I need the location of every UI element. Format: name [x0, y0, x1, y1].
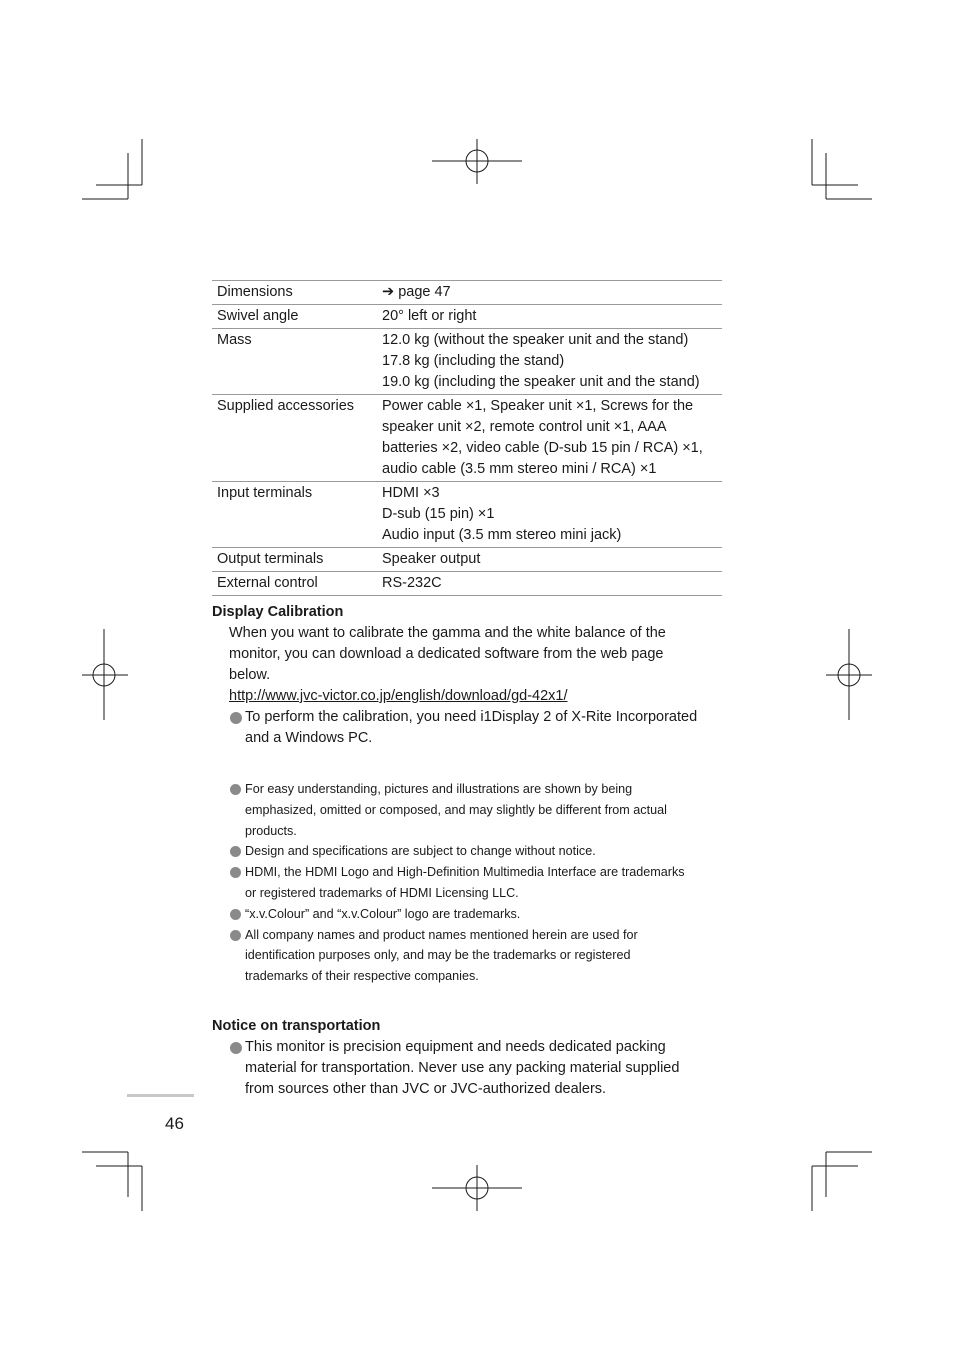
transport-bullet — [212, 1037, 732, 1100]
bullet-dot-icon — [230, 867, 241, 878]
bullet-dot-icon — [230, 784, 241, 795]
transport-bullet-line-2: material for transportation. Never use any packing material supplied — [245, 1060, 680, 1076]
spec-row — [212, 395, 722, 482]
calibration-bullet — [212, 707, 732, 749]
note-line: HDMI, the HDMI Logo and High-Definition Multimedia Interface are trademarks — [245, 865, 685, 880]
spec-value-line: 19.0 kg (including the speaker unit and the stand) — [382, 374, 700, 390]
note-item — [212, 841, 732, 862]
spec-value — [377, 482, 722, 548]
note-line: For easy understanding, pictures and illustrations are shown by being — [245, 782, 633, 796]
spec-label: Dimensions — [212, 281, 377, 305]
spec-label: Output terminals — [212, 548, 377, 572]
display-calibration-section — [212, 602, 732, 749]
note-line: All company names and product names mentioned herein are used for — [245, 927, 638, 942]
calibration-bullet-line-1: To perform the calibration, you need i1Display 2 of X-Rite Incorporated — [245, 709, 698, 725]
display-calibration-line-2: monitor, you can download a dedicated software from the web page — [229, 646, 664, 662]
spec-value-line: 17.8 kg (including the stand) — [382, 353, 565, 369]
bullet-dot-icon — [230, 712, 242, 724]
spec-label: Supplied accessories — [212, 395, 377, 482]
bullet-dot-icon — [230, 1042, 242, 1054]
spec-value — [377, 395, 722, 482]
spec-value — [377, 572, 722, 596]
spec-value-line: speaker unit ×2, remote control unit ×1, AAA — [382, 419, 667, 435]
note-line: products. — [245, 823, 297, 838]
note-item — [212, 904, 732, 925]
note-line: emphasized, omitted or composed, and may slightly be different from actual — [245, 802, 667, 817]
transport-section — [212, 1016, 732, 1100]
spec-table — [212, 280, 722, 596]
spec-value-line: 12.0 kg (without the speaker unit and the stand) — [382, 332, 689, 348]
note-item — [212, 779, 732, 841]
page-reference[interactable]: page 47 — [398, 284, 451, 300]
spec-value-line: Audio input (3.5 mm stereo mini jack) — [382, 527, 622, 543]
spec-row — [212, 305, 722, 329]
transport-heading: Notice on transportation — [212, 1018, 381, 1034]
page-number: 46 — [165, 1114, 184, 1133]
spec-row — [212, 281, 722, 305]
spec-value-line: Speaker output — [382, 551, 481, 567]
spec-row — [212, 329, 722, 395]
spec-value — [377, 305, 722, 329]
page-number-bar — [127, 1094, 194, 1097]
spec-value-line: audio cable (3.5 mm stereo mini / RCA) ×1 — [382, 461, 657, 477]
spec-value-line: RS-232C — [382, 575, 442, 591]
arrow-right-icon: ➔ — [382, 284, 395, 300]
spec-value-line: 20° left or right — [382, 308, 477, 324]
spec-value — [377, 281, 722, 305]
spec-value-line: batteries ×2, video cable (D-sub 15 pin / RCA) ×1, — [382, 440, 703, 456]
display-calibration-heading: Display Calibration — [212, 604, 344, 620]
spec-row — [212, 482, 722, 548]
note-item — [212, 862, 732, 904]
transport-bullet-line-3: from sources other than JVC or JVC-authorized dealers. — [245, 1081, 607, 1097]
note-line: identification purposes only, and may be the trademarks or registered — [245, 948, 631, 963]
download-link[interactable]: http://www.jvc-victor.co.jp/english/download/gd-42x1/ — [229, 688, 568, 704]
spec-value-line: HDMI ×3 — [382, 485, 440, 501]
note-line: or registered trademarks of HDMI Licensing LLC. — [245, 885, 519, 900]
display-calibration-line-1: When you want to calibrate the gamma and the white balance of the — [229, 625, 666, 641]
spec-value — [377, 329, 722, 395]
bullet-dot-icon — [230, 909, 241, 920]
note-item — [212, 925, 732, 987]
spec-label: Swivel angle — [212, 305, 377, 329]
spec-row — [212, 572, 722, 596]
spec-row — [212, 548, 722, 572]
bullet-dot-icon — [230, 846, 241, 857]
spec-value-line — [382, 282, 722, 303]
spec-value — [377, 548, 722, 572]
spec-label: External control — [212, 572, 377, 596]
transport-bullet-line-1: This monitor is precision equipment and needs dedicated packing — [245, 1039, 666, 1055]
note-line: trademarks of their respective companies. — [245, 969, 479, 984]
spec-value-line: Power cable ×1, Speaker unit ×1, Screws for the — [382, 398, 694, 414]
spec-value-line: D-sub (15 pin) ×1 — [382, 506, 495, 522]
note-line: “x.v.Colour” and “x.v.Colour” logo are trademarks. — [245, 906, 521, 921]
calibration-bullet-line-2: and a Windows PC. — [245, 730, 373, 746]
spec-label: Mass — [212, 329, 377, 395]
notes-list — [212, 779, 732, 987]
display-calibration-line-3: below. — [229, 667, 271, 683]
bullet-dot-icon — [230, 930, 241, 941]
note-line: Design and specifications are subject to change without notice. — [245, 844, 596, 859]
spec-label: Input terminals — [212, 482, 377, 548]
